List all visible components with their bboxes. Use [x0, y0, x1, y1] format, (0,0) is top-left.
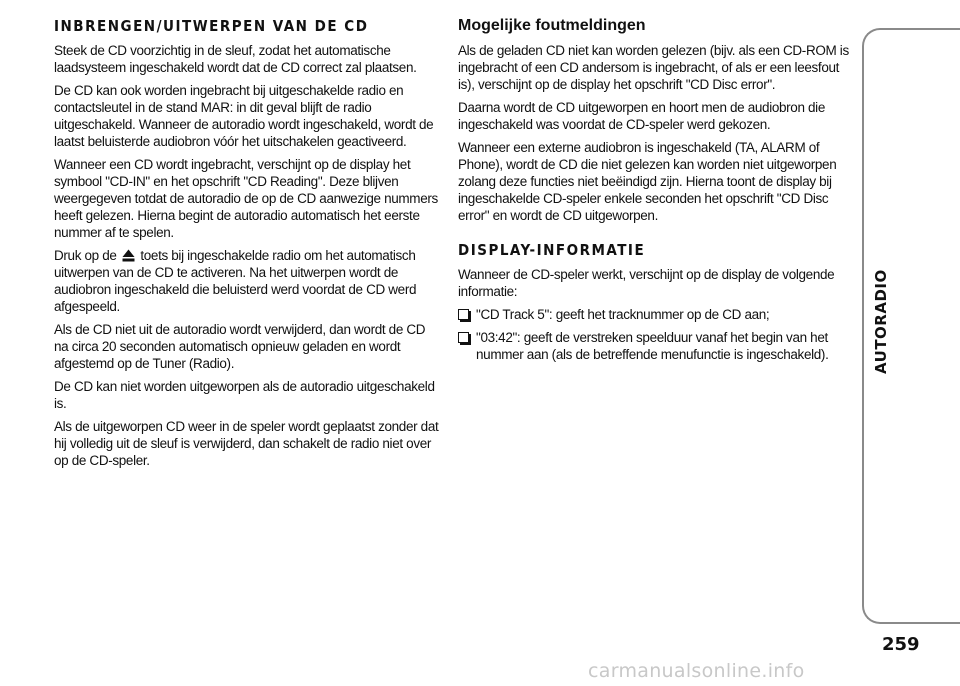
paragraph: Wanneer de CD-speler werkt, verschijnt op de display de volgende informatie:: [458, 267, 835, 299]
right-column: [458, 16, 850, 369]
checkbox-bullet-icon: [458, 309, 469, 320]
paragraph-text: toets bij ingeschakelde radio om het automatisch uitwerpen van de CD te activeren. Na het uitwerpen wordt de audiobron ingeschakeld die beluisterd werd voordat de CD werd afgespeeld.: [54, 248, 417, 314]
list-item-text: "03:42": geeft de verstreken speelduur vanaf het begin van het nummer aan (als de betreffende menufunctie is ingeschakeld).: [476, 330, 829, 362]
paragraph: Als de geladen CD niet kan worden gelezen (bijv. als een CD-ROM is ingebracht of een CD andersom is ingebracht, of als er een leesfout is), verschijnt op de display het opschrift "CD Disc error".: [458, 43, 849, 92]
paragraph-eject-instruction: [54, 247, 442, 315]
paragraph: Daarna wordt de CD uitgeworpen en hoort men de audiobron die ingeschakeld was voordat de CD-speler werd gekozen.: [458, 100, 825, 132]
paragraph: De CD kan niet worden uitgeworpen als de autoradio uitgeschakeld is.: [54, 379, 435, 411]
list-item: [458, 306, 850, 323]
chapter-label: [872, 334, 890, 374]
paragraph: Steek de CD voorzichtig in de sleuf, zodat het automatische laadsysteem ingeschakeld wordt dat de CD correct zal plaatsen.: [54, 43, 417, 75]
list-item: [458, 329, 850, 363]
section-heading-error-messages: Mogelijke foutmeldingen: [458, 17, 646, 34]
paragraph: Wanneer een CD wordt ingebracht, verschijnt op de display het symbool "CD-IN" en het opschrift "CD Reading". Deze blijven weergegeven totdat de autoradio de op de CD aanwezige nummers heeft gelezen. Hierna begint de autoradio automatisch het eerste nummer af te spelen.: [54, 157, 438, 240]
section-heading-insert-eject: INBRENGEN/UITWERPEN VAN DE CD: [54, 17, 369, 35]
paragraph: Wanneer een externe audiobron is ingeschakeld (TA, ALARM of Phone), wordt de CD die niet gelezen kan worden niet uitgeworpen zolang deze functies niet beëindigd zijn. Hierna toont de display bij ingeschakelde CD-speler enkele seconden het opschrift "CD Disc error" en wordt de CD uitgeworpen.: [458, 140, 837, 223]
section-heading-display-info: DISPLAY-INFORMATIE: [458, 241, 646, 259]
bullet-list: [458, 306, 850, 363]
paragraph: De CD kan ook worden ingebracht bij uitgeschakelde radio en contactsleutel in de stand MAR: in dit geval blijft de radio uitgeschakeld. Wanneer de autoradio wordt ingeschakeld, wordt de laatst beluisterde audiobron vóór het uitschakelen geactiveerd.: [54, 83, 434, 149]
checkbox-bullet-icon: [458, 332, 469, 343]
paragraph-text: Druk op de: [54, 248, 117, 263]
paragraph: Als de uitgeworpen CD weer in de speler wordt geplaatst zonder dat hij volledig uit de sleuf is verwijderd, dan schakelt de radio niet over op de CD-speler.: [54, 419, 439, 468]
watermark: carmanualsonline.info: [588, 660, 805, 682]
paragraph: Als de CD niet uit de autoradio wordt verwijderd, dan wordt de CD na circa 20 seconden automatisch opnieuw geladen en wordt afgestemd op de Tuner (Radio).: [54, 322, 426, 371]
list-item-text: "CD Track 5": geeft het tracknummer op de CD aan;: [476, 307, 770, 322]
eject-icon: [122, 249, 135, 262]
left-column: [54, 16, 442, 475]
spacer: [458, 230, 850, 240]
page-number: 259: [882, 634, 920, 655]
